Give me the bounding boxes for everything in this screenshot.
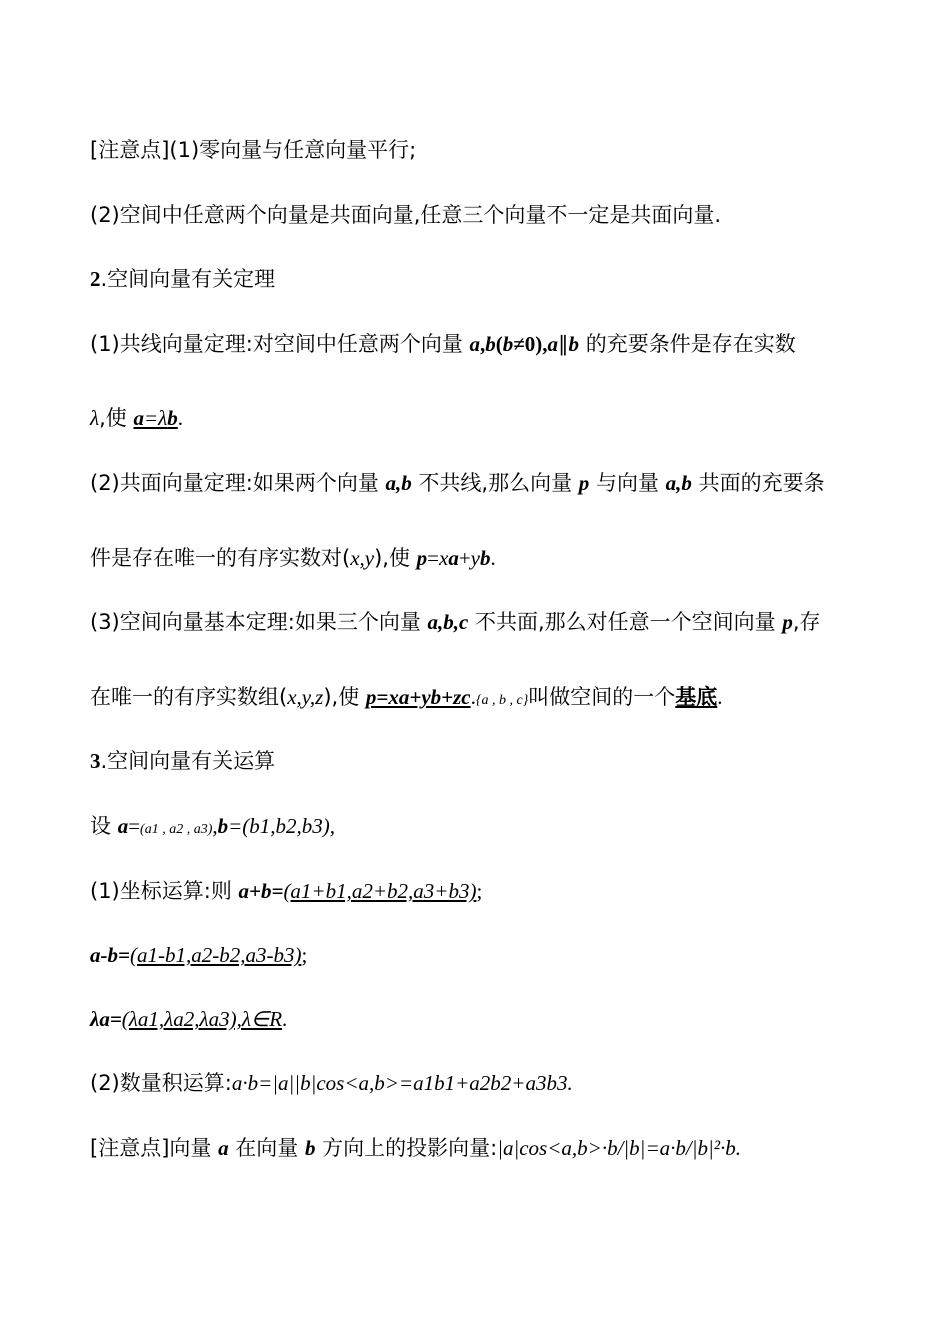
text-fragment: (a1 , a2 , a3) (140, 822, 213, 837)
text-fragment: (1)坐标运算:则 (90, 879, 239, 903)
note-2 (90, 200, 860, 230)
note-1 (90, 135, 860, 165)
answer-blank: (a1-b1,a2-b2,a3-b3) (129, 943, 302, 967)
text-fragment: . (717, 685, 723, 709)
vector-definitions (90, 811, 860, 845)
text-fragment: a (547, 332, 559, 356)
projection-formula: |a|cos<a,b>·b/|b|=a·b/|b|²·b. (497, 1136, 742, 1160)
text-fragment: (2)数量积运算: (90, 1071, 232, 1095)
text-fragment: a,b (385, 471, 412, 495)
text-fragment: . (490, 546, 496, 570)
text-fragment: ,存 (792, 610, 821, 634)
section-2-heading (90, 264, 860, 294)
text-fragment: 不共面,那么对任意一个空间向量 (468, 610, 783, 634)
text-fragment: . (177, 406, 183, 430)
text-fragment: (1)共线向量定理:对空间中任意两个向量 (90, 332, 470, 356)
text-fragment: = (427, 546, 439, 570)
text-fragment: b (502, 332, 514, 356)
text-fragment: p (782, 610, 793, 634)
text-fragment: y (470, 546, 480, 570)
text-fragment: . (282, 1007, 288, 1031)
answer-blank: (λa1,λa2,λa3),λ∈R (121, 1007, 283, 1031)
text-fragment: (2)空间中任意两个向量是共面向量,任意三个向量不一定是共面向量. (90, 203, 722, 227)
text-fragment: 的充要条件是存在实数 (579, 332, 796, 356)
text-fragment: a (448, 546, 459, 570)
text-fragment: 设 (90, 814, 118, 838)
text-fragment: a (133, 406, 144, 430)
text-fragment: a,b (665, 471, 692, 495)
answer-blank: p=xa+yb+zc (365, 685, 471, 709)
text-fragment: =λ (143, 406, 168, 430)
text-fragment: ≠0), (513, 332, 548, 356)
text-fragment: .空间向量有关运算 (100, 749, 276, 773)
text-fragment: 方向上的投影向量: (315, 1136, 498, 1160)
projection-note (90, 1133, 860, 1163)
text-fragment: a+b= (238, 879, 284, 903)
text-fragment: 向量 (169, 1136, 219, 1160)
text-fragment: a (469, 332, 480, 356)
text-fragment: =(b1,b2,b3), (228, 814, 336, 838)
text-fragment: x (439, 546, 449, 570)
text-fragment: ),使 (323, 685, 366, 709)
text-fragment: (3)空间向量基本定理:如果三个向量 (90, 610, 428, 634)
note-tag: [注意点] (90, 138, 170, 162)
text-fragment: . (470, 685, 476, 709)
text-fragment: b (217, 814, 229, 838)
answer-blank: (a1+b1,a2+b2,a3+b3) (283, 879, 477, 903)
text-fragment: b (568, 332, 580, 356)
text-fragment: = (128, 814, 141, 838)
text-fragment: a·b=|a||b|cos<a,b>=a1b1+a2b2+a3b3. (231, 1071, 573, 1095)
text-fragment: 2 (90, 267, 101, 291)
text-fragment: a,b,c (427, 610, 469, 634)
text-fragment: p (416, 546, 428, 570)
text-fragment: 共面的充要条 (691, 471, 825, 495)
text-fragment: ; (301, 943, 308, 967)
text-fragment: ( (495, 332, 503, 356)
collinear-theorem (90, 329, 860, 359)
text-fragment: ),使 (374, 546, 417, 570)
text-fragment: b (485, 332, 496, 356)
text-fragment: a (117, 814, 129, 838)
text-fragment: .空间向量有关定理 (100, 267, 276, 291)
text-fragment: p (578, 471, 590, 495)
text-fragment: b (167, 406, 178, 430)
text-fragment: a (218, 1136, 229, 1160)
text-fragment: 在唯一的有序实数组( (90, 685, 288, 709)
coordinate-sum (90, 876, 860, 906)
text-fragment: + (458, 546, 471, 570)
text-fragment: , (212, 814, 218, 838)
text-fragment: 件是存在唯一的有序实数对( (90, 546, 351, 570)
basis-theorem-cont (90, 682, 860, 716)
collinear-theorem-cont (90, 403, 860, 433)
text-fragment: a-b= (90, 943, 130, 967)
text-fragment: ; (476, 879, 483, 903)
text-fragment: (1)零向量与任意向量平行; (169, 138, 417, 162)
text-fragment: , (480, 332, 486, 356)
text-fragment: [注意点] (90, 1136, 170, 1160)
text-fragment: x,y,z (287, 685, 324, 709)
text-fragment: 在向量 (228, 1136, 305, 1160)
text-fragment: λa= (90, 1007, 122, 1031)
section-3-heading (90, 746, 860, 776)
text-fragment: ∥ (558, 332, 569, 356)
text-fragment: (2)共面向量定理:如果两个向量 (90, 471, 386, 495)
text-fragment: 与向量 (589, 471, 666, 495)
text-fragment: x,y (350, 546, 375, 570)
text-fragment: λ (90, 406, 100, 430)
coordinate-difference (90, 940, 860, 970)
basis-set: {a , b , c} (475, 693, 529, 708)
coplanar-theorem-cont (90, 543, 860, 573)
text-fragment: b (480, 546, 491, 570)
answer-blank (133, 406, 177, 430)
text-fragment: ,使 (99, 406, 134, 430)
dot-product (90, 1068, 860, 1098)
basis-term: 基底 (675, 685, 718, 709)
text-fragment: 叫做空间的一个 (528, 685, 676, 709)
scalar-multiplication (90, 1004, 860, 1034)
basis-theorem (90, 607, 860, 637)
text-fragment: 不共线,那么向量 (411, 471, 579, 495)
text-fragment: 3 (90, 749, 101, 773)
text-fragment: b (304, 1136, 316, 1160)
coplanar-theorem (90, 468, 860, 498)
